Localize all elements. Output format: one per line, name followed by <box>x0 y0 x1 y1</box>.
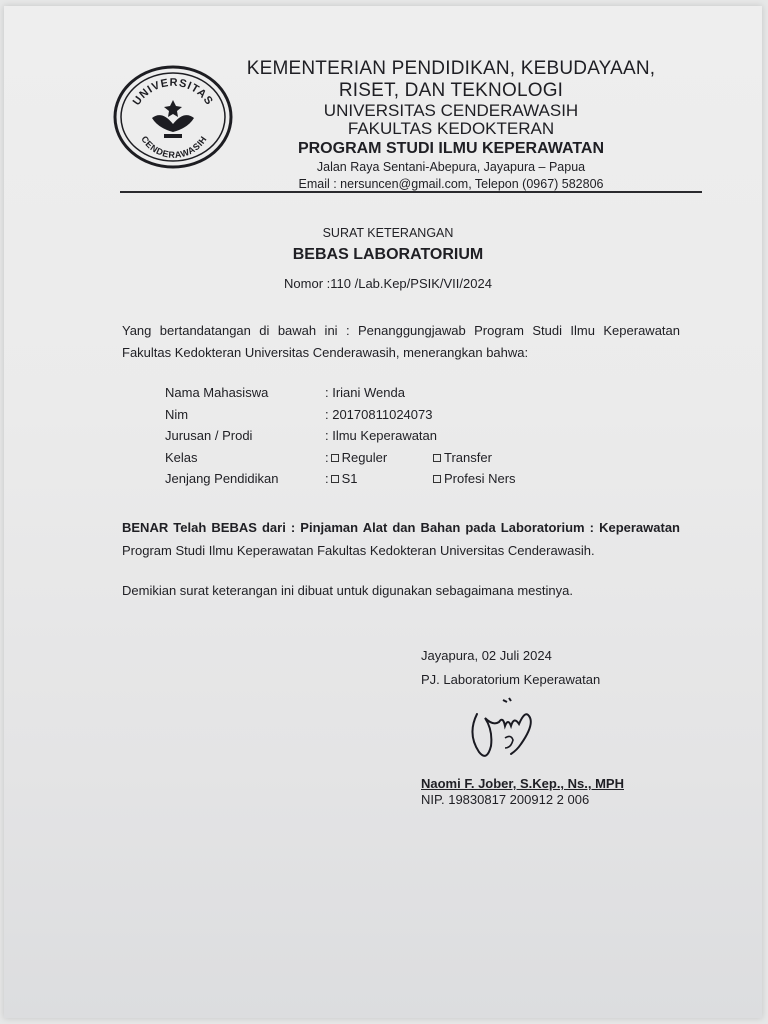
letterhead <box>236 58 666 192</box>
svg-text:UNIVERSITAS: UNIVERSITAS <box>130 76 216 108</box>
university-name: UNIVERSITAS CENDERAWASIH <box>323 101 579 120</box>
handwritten-signature <box>459 692 549 762</box>
colon: : <box>325 449 329 465</box>
faculty-name: FAKULTAS KEDOKTERAN <box>347 119 555 138</box>
letterhead-divider <box>120 191 702 193</box>
program-name: PROGRAM STUDI ILMU KEPERAWATAN <box>297 140 605 157</box>
letter-page <box>4 6 762 1018</box>
ministry-line-1: KEMENTERIAN PENDIDIKAN, KEBUDAYAAN, <box>246 58 656 79</box>
option-label: S1 <box>341 471 358 486</box>
field-row-name <box>165 385 565 407</box>
field-label: Jenjang Pendidikan <box>165 471 279 486</box>
option-label: Reguler <box>341 449 388 465</box>
field-value: : Iriani Wenda <box>325 385 405 400</box>
student-details <box>165 385 565 493</box>
ministry-line-2: RISET, DAN TEKNOLOGI <box>338 80 564 101</box>
field-row-prodi <box>165 428 565 450</box>
field-value: : 20170811024073 <box>325 406 433 422</box>
signer-name: Naomi F. Jober, S.Kep., Ns., MPH <box>421 776 624 791</box>
field-label: Nim <box>165 406 189 422</box>
colon: : <box>325 471 329 486</box>
signer-nip: NIP. 19830817 200912 2 006 <box>421 792 590 807</box>
letter-type: SURAT KETERANGAN <box>322 226 454 240</box>
checkbox-icon <box>331 454 339 462</box>
university-logo <box>112 62 234 172</box>
letter-number: Nomor :110 /Lab.Kep/PSIK/VII/2024 <box>284 276 492 291</box>
kelas-option-reguler <box>325 450 387 465</box>
field-row-jenjang <box>165 471 565 493</box>
field-value: : Ilmu Keperawatan <box>325 428 438 443</box>
checkbox-icon <box>331 475 339 483</box>
option-label: Profesi Ners <box>444 471 516 486</box>
field-label: Nama Mahasiswa <box>165 385 269 400</box>
jenjang-option-profesi <box>431 471 516 486</box>
statement-bold: BENAR Telah BEBAS dari : Pinjaman Alat dan Bahan pada Laboratorium : Keperawatan <box>122 520 680 535</box>
intro-paragraph: Yang bertandatangan di bawah ini : Penanggungjawab Program Studi Ilmu Keperawatan Fakultas Kedokteran Universitas Cenderawasih, menerangkan bahwa: <box>122 323 680 360</box>
checkbox-icon <box>433 475 441 483</box>
option-label: Transfer <box>444 449 492 465</box>
svg-text:CENDERAWASIH: CENDERAWASIH <box>139 134 209 160</box>
field-row-nim <box>165 407 565 429</box>
field-label: Jurusan / Prodi <box>165 428 253 443</box>
closing-paragraph: Demikian surat keterangan ini dibuat untuk digunakan sebagaimana mestinya. <box>122 583 573 598</box>
contact-line: Email : nersuncen@gmail.com, Telepon (0967) 582806 <box>298 177 604 191</box>
field-label: Kelas <box>165 449 198 465</box>
statement-paragraph <box>122 516 680 562</box>
jenjang-option-s1 <box>325 471 358 486</box>
address-line: Jalan Raya Sentani-Abepura, Jayapura – Papua <box>316 160 586 174</box>
kelas-option-transfer <box>431 450 492 465</box>
signer-position: PJ. Laboratorium Keperawatan <box>421 672 601 687</box>
place-date: Jayapura, 02 Juli 2024 <box>421 648 552 663</box>
field-row-kelas <box>165 450 565 472</box>
statement-rest: Program Studi Ilmu Keperawatan Fakultas Kedokteran Universitas Cenderawasih. <box>122 543 595 558</box>
checkbox-icon <box>433 454 441 462</box>
letter-subject: BEBAS LABORATORIUM <box>292 246 484 263</box>
